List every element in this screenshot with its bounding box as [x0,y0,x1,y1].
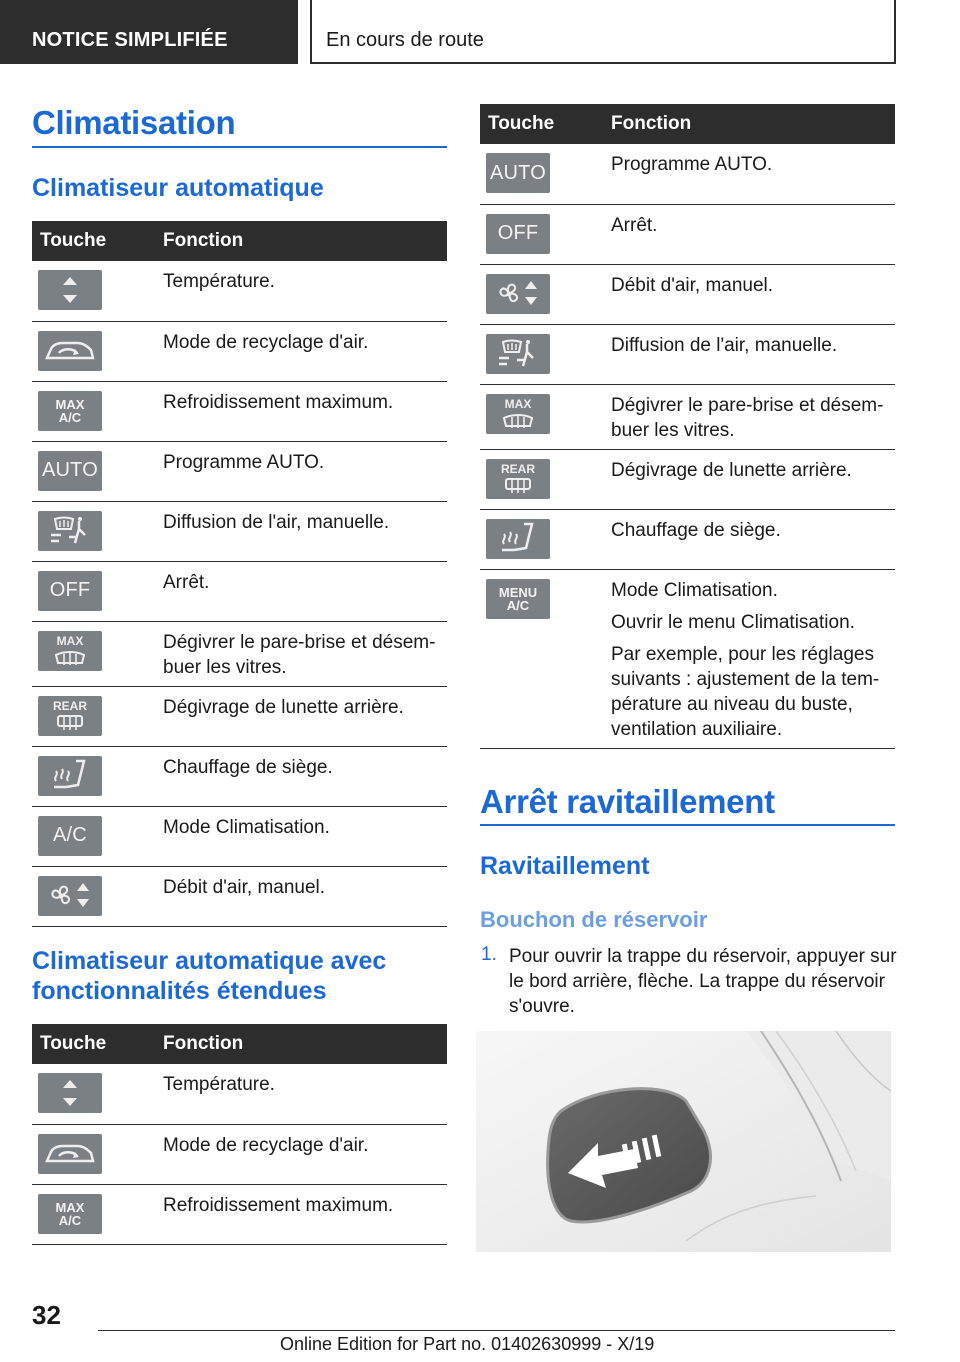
svg-text:MAX: MAX [504,396,532,411]
step-text: Pour ouvrir la trappe du réservoir, appuyer sur le bord arrière, flèche. La trappe du réservoir s'ouvre. [509,946,897,1017]
key-cell [32,261,156,321]
key-cell [480,569,604,748]
edition-note: Online Edition for Part no. 01402630999 - X/19 [280,1334,655,1354]
section-tab [0,0,298,64]
key-cell [480,264,604,324]
defrost-windshield-icon [38,631,102,671]
function-text: Arrêt. [163,571,210,593]
air-recirculation-icon [38,331,102,371]
svg-text:REAR: REAR [500,461,536,476]
function-cell [156,261,447,321]
svg-text:REAR: REAR [52,698,88,713]
table-row [32,866,447,926]
table-row [480,204,895,264]
table-row [32,501,447,561]
function-text: Chauffage de siège. [163,756,333,778]
function-cell [604,324,895,384]
key-cell [32,621,156,686]
table-row [480,569,895,748]
function-text: Mode Climatisation. [611,579,778,601]
col-header-key: Touche [32,1024,156,1064]
col-header-function: Fonction [604,104,895,144]
key-cell [32,806,156,866]
section-heading-auto-climate: Climatiseur automatique [32,174,324,202]
function-text: Dégivrage de lunette arrière. [611,459,852,481]
function-cell [604,384,895,449]
table-row [32,381,447,441]
function-cell [156,381,447,441]
function-cell [156,746,447,806]
table-row [32,1064,447,1124]
function-cell [604,204,895,264]
section-heading-refueling: Ravitaillement [480,852,650,880]
key-cell [480,204,604,264]
key-cell [480,509,604,569]
function-text: Mode Climatisation. [163,816,330,838]
ac-mode-icon: A/C [38,816,102,856]
function-text: Par exemple, pour les réglages suivants : ajustement de la tem-pérature au niveau du buste, ventilation auxiliaire. [611,643,880,740]
col-header-function: Fonction [156,1024,447,1064]
function-text: Refroidissement maximum. [163,391,394,413]
fuel-flap-illustration [476,1031,891,1252]
table-row [32,261,447,321]
table-row [480,449,895,509]
function-text: Ouvrir le menu Climatisation. [611,611,855,633]
function-cell [604,264,895,324]
climate-keys-table [32,221,447,927]
temperature-arrows-icon [38,270,102,310]
table-row [32,746,447,806]
function-text: Mode de recyclage d'air. [163,1134,369,1156]
air-distribution-icon [38,511,102,551]
defrost-windshield-icon [486,394,550,434]
function-cell [156,806,447,866]
key-cell [32,686,156,746]
key-cell [32,321,156,381]
key-cell [32,441,156,501]
air-distribution-icon [486,334,550,374]
fan-speed-icon [38,876,102,916]
function-cell [604,144,895,204]
temperature-arrows-icon [38,1073,102,1113]
function-cell [156,621,447,686]
seat-heating-icon [38,756,102,796]
function-cell [156,321,447,381]
function-text: Température. [163,271,275,292]
key-cell [32,501,156,561]
function-text: Programme AUTO. [611,154,773,175]
table-row [480,509,895,569]
function-cell [604,509,895,569]
page-number: 32 [32,1300,61,1330]
table-row [32,1184,447,1244]
max-ac-icon: MAX A/C [38,1194,102,1234]
section-heading-extended-climate: Climatiseur automatique avec fonctionnalités étendues [32,947,387,1005]
key-cell [32,561,156,621]
function-text: Diffusion de l'air, manuelle. [611,334,838,356]
key-cell [480,324,604,384]
footer-rule [98,1330,895,1331]
function-cell [156,1184,447,1244]
seat-heating-icon [486,519,550,559]
table-row [32,441,447,501]
table-row [32,686,447,746]
table-row [32,806,447,866]
function-text: Chauffage de siège. [611,519,781,541]
function-text: Dégivrer le pare-brise et désem-buer les vitres. [163,631,436,678]
col-header-function: Fonction [156,221,447,261]
max-ac-icon: MAX A/C [38,391,102,431]
key-cell [32,746,156,806]
table-row [480,384,895,449]
chapter-label: En cours de route [326,29,484,51]
subsection-heading-fuel-cap: Bouchon de réservoir [480,907,708,932]
function-cell [604,449,895,509]
menu-ac-icon: MENU A/C [486,579,550,619]
key-cell [480,449,604,509]
col-header-key: Touche [32,221,156,261]
off-icon: OFF [38,571,102,611]
col-header-key: Touche [480,104,604,144]
function-text: Débit d'air, manuel. [611,274,774,296]
key-cell [32,1064,156,1124]
table-row [32,621,447,686]
section-title-refuel-stop: Arrêt ravitaillement [480,783,775,820]
title-rule [32,146,447,148]
title-rule [480,824,895,826]
key-cell [480,384,604,449]
function-cell [156,501,447,561]
key-cell [32,381,156,441]
extended-climate-keys-table [32,1024,447,1245]
function-text: Température. [163,1074,275,1095]
function-cell [156,866,447,926]
function-text: Mode de recyclage d'air. [163,331,369,353]
section-label: NOTICE SIMPLIFIÉE [32,29,228,51]
function-cell [156,561,447,621]
key-cell [32,866,156,926]
key-cell [32,1124,156,1184]
table-row [32,321,447,381]
auto-icon: AUTO [486,153,550,193]
svg-text:MAX: MAX [56,633,84,648]
table-row [480,264,895,324]
air-recirculation-icon [38,1134,102,1174]
function-text: Arrêt. [611,214,658,236]
function-text: Dégivrage de lunette arrière. [163,696,404,718]
function-text: Dégivrer le pare-brise et désem-buer les vitres. [611,394,884,441]
function-cell [604,569,895,748]
extended-climate-keys-table-continued [480,104,895,749]
key-cell [480,144,604,204]
auto-icon: AUTO [38,451,102,491]
function-text: Refroidissement maximum. [163,1194,394,1216]
step-number: 1. [481,944,497,965]
table-row [480,324,895,384]
rear-defrost-icon [38,696,102,736]
function-cell [156,1124,447,1184]
function-text: Programme AUTO. [163,451,325,473]
key-cell [32,1184,156,1244]
table-row [32,561,447,621]
rear-defrost-icon [486,459,550,499]
fan-speed-icon [486,274,550,314]
table-row [32,1124,447,1184]
page-title: Climatisation [32,104,236,141]
function-text: Débit d'air, manuel. [163,876,326,898]
off-icon: OFF [486,214,550,254]
chapter-tab [310,0,896,64]
table-row [480,144,895,204]
function-text: Diffusion de l'air, manuelle. [163,511,390,533]
function-cell [156,1064,447,1124]
function-cell [156,686,447,746]
function-cell [156,441,447,501]
